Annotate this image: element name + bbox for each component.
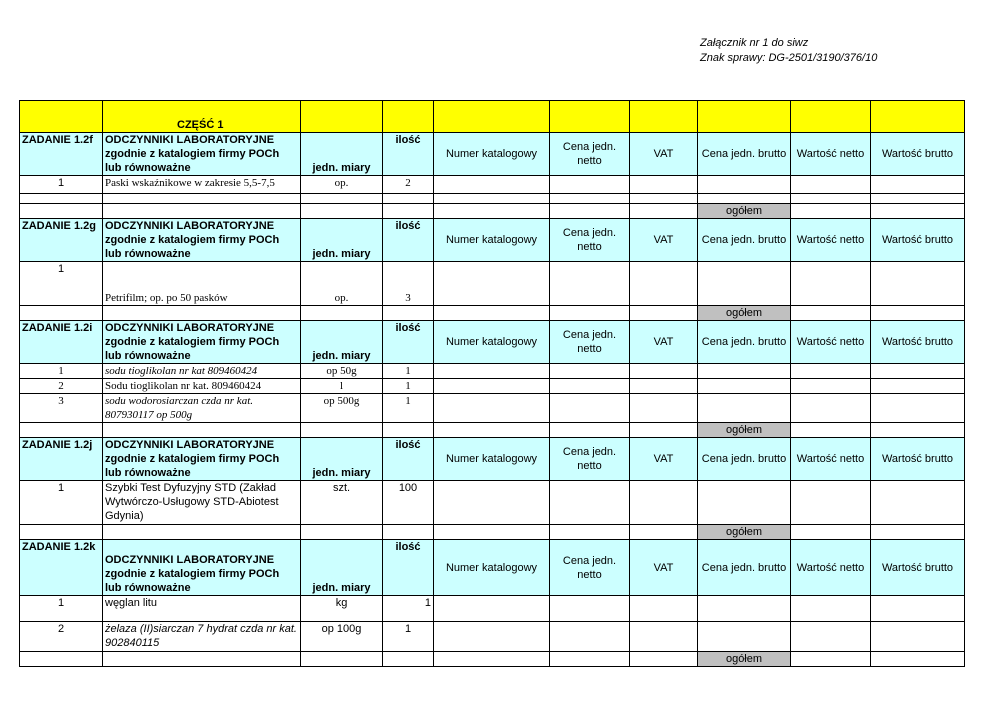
vat-cell[interactable] bbox=[630, 364, 698, 379]
column-header-unit: jedn. miary bbox=[301, 438, 383, 481]
column-header-vat: VAT bbox=[630, 133, 698, 176]
column-header-gross-value: Wartość brutto bbox=[871, 321, 965, 364]
net-value-cell[interactable] bbox=[791, 364, 871, 379]
total-row bbox=[20, 204, 965, 219]
section-header-row bbox=[20, 219, 965, 262]
total-net-value-cell[interactable] bbox=[791, 652, 871, 667]
net-price-cell[interactable] bbox=[550, 481, 630, 525]
catalog-number-cell[interactable] bbox=[434, 364, 550, 379]
spacer-row bbox=[20, 194, 965, 204]
gross-price-cell[interactable] bbox=[698, 481, 791, 525]
column-header-description: ODCZYNNIKI LABORATORYJNE zgodnie z katalogiem firmy POCh lub równoważne bbox=[103, 438, 301, 481]
vat-cell[interactable] bbox=[630, 596, 698, 622]
column-header-gross-price: Cena jedn. brutto bbox=[698, 321, 791, 364]
total-row bbox=[20, 423, 965, 438]
column-header-net-price: Cena jedn. netto bbox=[550, 540, 630, 596]
item-unit: op. bbox=[301, 262, 383, 306]
net-value-cell[interactable] bbox=[791, 262, 871, 306]
column-header-net-value: Wartość netto bbox=[791, 438, 871, 481]
part-header-row bbox=[20, 101, 965, 133]
net-price-cell[interactable] bbox=[550, 364, 630, 379]
net-value-cell[interactable] bbox=[791, 176, 871, 194]
gross-price-cell[interactable] bbox=[698, 379, 791, 394]
column-header-gross-value: Wartość brutto bbox=[871, 219, 965, 262]
column-header-description: ODCZYNNIKI LABORATORYJNE zgodnie z katalogiem firmy POCh lub równoważne bbox=[103, 321, 301, 364]
column-header-net-price: Cena jedn. netto bbox=[550, 438, 630, 481]
column-header-quantity: ilość bbox=[383, 133, 434, 176]
column-header-gross-price: Cena jedn. brutto bbox=[698, 540, 791, 596]
net-value-cell[interactable] bbox=[791, 379, 871, 394]
gross-price-cell[interactable] bbox=[698, 622, 791, 652]
total-label: ogółem bbox=[698, 306, 791, 321]
item-unit: op 50g bbox=[301, 364, 383, 379]
column-header-description: ODCZYNNIKI LABORATORYJNE zgodnie z katalogiem firmy POCh lub równoważne bbox=[103, 133, 301, 176]
column-header-net-value: Wartość netto bbox=[791, 219, 871, 262]
column-header-description: ODCZYNNIKI LABORATORYJNE zgodnie z katalogiem firmy POCh lub równoważne bbox=[103, 219, 301, 262]
column-header-catalog: Numer katalogowy bbox=[434, 321, 550, 364]
catalog-number-cell[interactable] bbox=[434, 622, 550, 652]
row-number: 3 bbox=[20, 394, 103, 423]
item-quantity: 1 bbox=[383, 596, 434, 622]
column-header-catalog: Numer katalogowy bbox=[434, 133, 550, 176]
column-header-gross-price: Cena jedn. brutto bbox=[698, 438, 791, 481]
item-name: sodu wodorosiarczan czda nr kat. 807930117 op 500g bbox=[103, 394, 301, 423]
column-header-quantity: ilość bbox=[383, 438, 434, 481]
column-header-vat: VAT bbox=[630, 540, 698, 596]
item-name: żelaza (II)siarczan 7 hydrat czda nr kat. 902840115 bbox=[103, 622, 301, 652]
item-quantity: 1 bbox=[383, 364, 434, 379]
total-row bbox=[20, 652, 965, 667]
column-header-gross-value: Wartość brutto bbox=[871, 540, 965, 596]
row-number: 2 bbox=[20, 379, 103, 394]
gross-price-cell[interactable] bbox=[698, 364, 791, 379]
total-net-value-cell[interactable] bbox=[791, 423, 871, 438]
attachment-label: Załącznik nr 1 do siwz bbox=[700, 37, 809, 49]
item-quantity: 2 bbox=[383, 176, 434, 194]
item-unit: l bbox=[301, 379, 383, 394]
column-header-catalog: Numer katalogowy bbox=[434, 219, 550, 262]
vat-cell[interactable] bbox=[630, 622, 698, 652]
item-name: Paski wskaźnikowe w zakresie 5,5-7,5 bbox=[103, 176, 301, 194]
column-header-description: ODCZYNNIKI LABORATORYJNE zgodnie z katalogiem firmy POCh lub równoważne bbox=[103, 540, 301, 596]
item-unit: op 100g bbox=[301, 622, 383, 652]
net-value-cell[interactable] bbox=[791, 622, 871, 652]
item-name: Sodu tioglikolan nr kat. 809460424 bbox=[103, 379, 301, 394]
total-row bbox=[20, 306, 965, 321]
column-header-quantity: ilość bbox=[383, 540, 434, 596]
task-label: ZADANIE 1.2k bbox=[20, 540, 103, 596]
catalog-number-cell[interactable] bbox=[434, 262, 550, 306]
total-gross-value-cell[interactable] bbox=[871, 204, 965, 219]
column-header-quantity: ilość bbox=[383, 321, 434, 364]
task-label: ZADANIE 1.2j bbox=[20, 438, 103, 481]
row-number: 1 bbox=[20, 176, 103, 194]
table-row bbox=[20, 262, 965, 306]
section-header-row bbox=[20, 133, 965, 176]
net-value-cell[interactable] bbox=[791, 394, 871, 423]
item-unit: szt. bbox=[301, 481, 383, 525]
table-row bbox=[20, 481, 965, 525]
task-label: ZADANIE 1.2i bbox=[20, 321, 103, 364]
row-number: 2 bbox=[20, 622, 103, 652]
task-label: ZADANIE 1.2g bbox=[20, 219, 103, 262]
item-quantity: 3 bbox=[383, 262, 434, 306]
section-header-row bbox=[20, 321, 965, 364]
column-header-unit: jedn. miary bbox=[301, 219, 383, 262]
row-number: 1 bbox=[20, 364, 103, 379]
column-header-gross-price: Cena jedn. brutto bbox=[698, 133, 791, 176]
item-quantity: 1 bbox=[383, 379, 434, 394]
column-header-gross-value: Wartość brutto bbox=[871, 133, 965, 176]
gross-value-cell[interactable] bbox=[871, 364, 965, 379]
section-header-row bbox=[20, 540, 965, 596]
net-price-cell[interactable] bbox=[550, 262, 630, 306]
gross-price-cell[interactable] bbox=[698, 394, 791, 423]
column-header-unit: jedn. miary bbox=[301, 540, 383, 596]
column-header-catalog: Numer katalogowy bbox=[434, 540, 550, 596]
column-header-gross-value: Wartość brutto bbox=[871, 438, 965, 481]
net-price-cell[interactable] bbox=[550, 394, 630, 423]
column-header-unit: jedn. miary bbox=[301, 133, 383, 176]
column-header-quantity: ilość bbox=[383, 219, 434, 262]
net-price-cell[interactable] bbox=[550, 176, 630, 194]
row-number: 1 bbox=[20, 596, 103, 622]
catalog-number-cell[interactable] bbox=[434, 394, 550, 423]
catalog-number-cell[interactable] bbox=[434, 481, 550, 525]
vat-cell[interactable] bbox=[630, 394, 698, 423]
item-quantity: 100 bbox=[383, 481, 434, 525]
gross-price-cell[interactable] bbox=[698, 262, 791, 306]
item-name: węglan litu bbox=[103, 596, 301, 622]
column-header-net-value: Wartość netto bbox=[791, 133, 871, 176]
document-header bbox=[700, 36, 877, 66]
total-gross-value-cell[interactable] bbox=[871, 423, 965, 438]
total-gross-value-cell[interactable] bbox=[871, 525, 965, 540]
net-price-cell[interactable] bbox=[550, 596, 630, 622]
total-gross-value-cell[interactable] bbox=[871, 652, 965, 667]
item-unit: op 500g bbox=[301, 394, 383, 423]
gross-value-cell[interactable] bbox=[871, 622, 965, 652]
gross-value-cell[interactable] bbox=[871, 379, 965, 394]
net-price-cell[interactable] bbox=[550, 379, 630, 394]
vat-cell[interactable] bbox=[630, 262, 698, 306]
column-header-net-price: Cena jedn. netto bbox=[550, 133, 630, 176]
row-number: 1 bbox=[20, 262, 103, 306]
gross-value-cell[interactable] bbox=[871, 394, 965, 423]
net-value-cell[interactable] bbox=[791, 481, 871, 525]
gross-value-cell[interactable] bbox=[871, 481, 965, 525]
total-label: ogółem bbox=[698, 525, 791, 540]
column-header-vat: VAT bbox=[630, 219, 698, 262]
table-row bbox=[20, 596, 965, 622]
catalog-number-cell[interactable] bbox=[434, 176, 550, 194]
gross-price-cell[interactable] bbox=[698, 596, 791, 622]
net-price-cell[interactable] bbox=[550, 622, 630, 652]
total-label: ogółem bbox=[698, 423, 791, 438]
column-header-net-value: Wartość netto bbox=[791, 540, 871, 596]
vat-cell[interactable] bbox=[630, 176, 698, 194]
row-number: 1 bbox=[20, 481, 103, 525]
column-header-net-value: Wartość netto bbox=[791, 321, 871, 364]
table-row bbox=[20, 364, 965, 379]
column-header-catalog: Numer katalogowy bbox=[434, 438, 550, 481]
column-header-unit: jedn. miary bbox=[301, 321, 383, 364]
catalog-number-cell[interactable] bbox=[434, 596, 550, 622]
table-row bbox=[20, 176, 965, 194]
column-header-net-price: Cena jedn. netto bbox=[550, 219, 630, 262]
item-unit: op. bbox=[301, 176, 383, 194]
table-row bbox=[20, 622, 965, 652]
total-net-value-cell[interactable] bbox=[791, 306, 871, 321]
price-form-table bbox=[19, 100, 965, 667]
case-number: Znak sprawy: DG-2501/3190/376/10 bbox=[700, 52, 878, 64]
column-header-vat: VAT bbox=[630, 321, 698, 364]
gross-value-cell[interactable] bbox=[871, 262, 965, 306]
item-quantity: 1 bbox=[383, 394, 434, 423]
task-label: ZADANIE 1.2f bbox=[20, 133, 103, 176]
column-header-vat: VAT bbox=[630, 438, 698, 481]
item-quantity: 1 bbox=[383, 622, 434, 652]
vat-cell[interactable] bbox=[630, 481, 698, 525]
total-net-value-cell[interactable] bbox=[791, 525, 871, 540]
item-name: sodu tioglikolan nr kat 809460424 bbox=[103, 364, 301, 379]
vat-cell[interactable] bbox=[630, 379, 698, 394]
total-row bbox=[20, 525, 965, 540]
item-name: Petrifilm; op. po 50 pasków bbox=[103, 262, 301, 306]
column-header-net-price: Cena jedn. netto bbox=[550, 321, 630, 364]
section-header-row bbox=[20, 438, 965, 481]
gross-value-cell[interactable] bbox=[871, 176, 965, 194]
item-name: Szybki Test Dyfuzyjny STD (Zakład Wytwórczo-Usługowy STD-Abiotest Gdynia) bbox=[103, 481, 301, 525]
gross-value-cell[interactable] bbox=[871, 596, 965, 622]
catalog-number-cell[interactable] bbox=[434, 379, 550, 394]
table-row bbox=[20, 394, 965, 423]
part-title: CZĘŚĆ 1 bbox=[103, 101, 301, 133]
total-net-value-cell[interactable] bbox=[791, 204, 871, 219]
gross-price-cell[interactable] bbox=[698, 176, 791, 194]
total-label: ogółem bbox=[698, 204, 791, 219]
column-header-gross-price: Cena jedn. brutto bbox=[698, 219, 791, 262]
total-gross-value-cell[interactable] bbox=[871, 306, 965, 321]
net-value-cell[interactable] bbox=[791, 596, 871, 622]
item-unit: kg bbox=[301, 596, 383, 622]
table-row bbox=[20, 379, 965, 394]
total-label: ogółem bbox=[698, 652, 791, 667]
